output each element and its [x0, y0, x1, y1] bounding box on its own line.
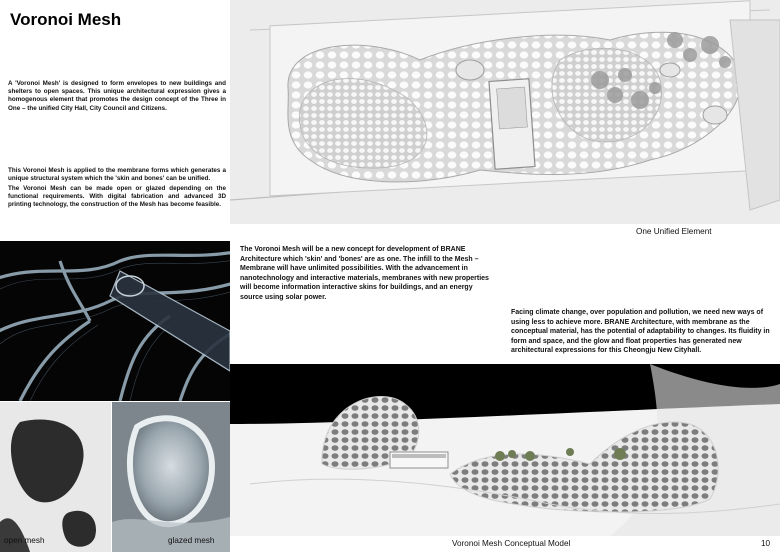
model-caption: Voronoi Mesh Conceptual Model [452, 539, 571, 548]
climate-paragraph: Facing climate change, over population and pollution, we need new ways of using less to achieve more. BRANE Architecture, with membrane as the conceptual material, has the potential of adaptability to changes. Its fluidity in form and space, and the glow and float properties has generated new architectural expressions for this Cheongju New Cityhall. [511, 309, 770, 355]
glazed-mesh-caption: glazed mesh [168, 536, 215, 545]
glazed-paragraph: The Voronoi Mesh can be made open or glazed depending on the functional requirements. With digital fabrication and advanced 3D printing technology, the construction of the Mesh has become feasible. [8, 185, 226, 209]
applied-paragraph: This Voronoi Mesh is applied to the membrane forms which generates a unique structural system which the 'skin and bones' can be unified. [8, 167, 226, 183]
open-mesh-image [0, 402, 111, 552]
conceptual-model-image [230, 364, 780, 536]
page-title: Voronoi Mesh [10, 10, 122, 29]
open-mesh-caption: open mesh [4, 536, 45, 545]
page-number: 10 [761, 539, 771, 548]
aerial-render-image [230, 0, 780, 224]
wireframe-render-image [0, 241, 230, 401]
intro-paragraph: A 'Voronoi Mesh' is designed to form envelopes to new buildings and shelters to open spaces. This unique architectural expression gives a homogenous element that promotes the design concept of the Three in One – the unified City Hall, City Council and Citizens. [8, 80, 226, 112]
unified-caption: One Unified Element [636, 227, 712, 236]
brane-paragraph: The Voronoi Mesh will be a new concept for development of BRANE Architecture which 'skin' and 'bones' are as one. The infill to the Mesh – Membrane will have unlimited possibilities. With the advancement in nanotechnology and interactive materials, membranes with new properties will become information interactive skins for buildings, and an energy source using solar power. [240, 246, 489, 301]
glazed-mesh-image [112, 402, 230, 552]
